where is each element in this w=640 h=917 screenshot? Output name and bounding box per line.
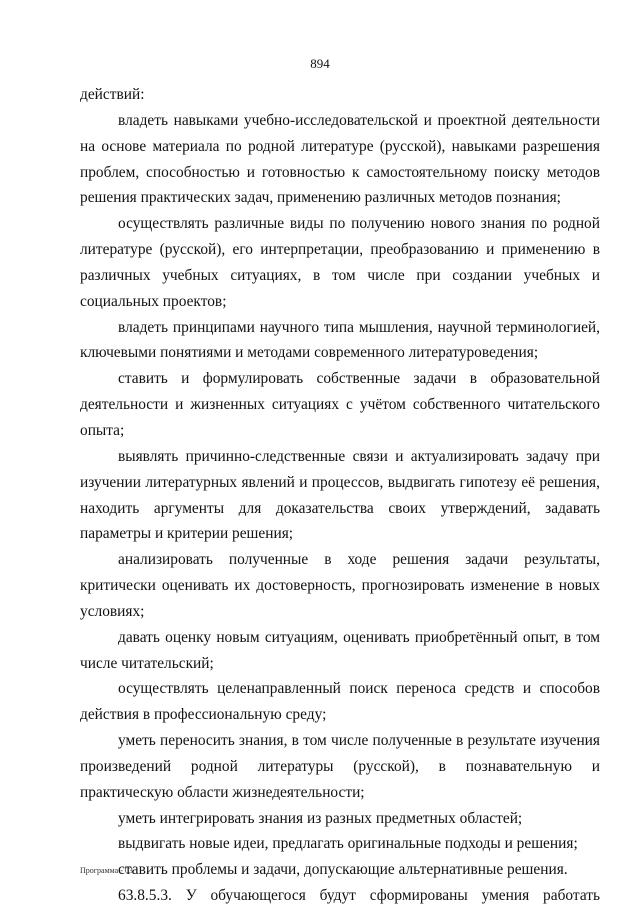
paragraph: владеть навыками учебно-исследовательской и проектной деятельности на основе материала по родной литературе (русской), навыками разрешения проблем, способностью и готовностью к самостоятельному поиску методов решения практических задач, применению различных методов познания;	[80, 111, 600, 207]
paragraph: выявлять причинно-следственные связи и актуализировать задачу при изучении литературных явлений и процессов, выдвигать гипотезу её решения, находить аргументы для доказательства своих утверждений, задавать параметры и критерии решения;	[80, 447, 600, 543]
paragraph: ставить проблемы и задачи, допускающие альтернативные решения.	[118, 861, 568, 879]
paragraph: осуществлять различные виды по получению нового знания по родной литературе (русской), его интерпретации, преобразованию и применению в различных учебных ситуациях, в том числе при создании учебных и социальных проектов;	[80, 215, 600, 310]
page-footer: Программа - 03	[80, 866, 133, 875]
paragraph: выдвигать новые идеи, предлагать оригинальные подходы и решения;	[118, 835, 578, 853]
paragraph: действий:	[80, 86, 145, 103]
paragraph: ставить и формулировать собственные задачи в образовательной деятельности и жизненных ситуациях с учётом собственного читательского опыта;	[80, 370, 600, 439]
paragraph: осуществлять целенаправленный поиск переноса средств и способов действия в профессиональную среду;	[80, 680, 600, 724]
paragraph: владеть принципами научного типа мышления, научной терминологией, ключевыми понятиями и методами современного литературоведения;	[80, 318, 600, 362]
paragraph: анализировать полученные в ходе решения задачи результаты, критически оценивать их достоверность, прогнозировать изменение в новых условиях;	[80, 551, 600, 620]
section-heading-paragraph: 63.8.5.3. У обучающегося будут сформированы умения работать	[118, 887, 600, 905]
paragraph: уметь интегрировать знания из разных предметных областей;	[118, 809, 523, 827]
paragraph: давать оценку новым ситуациям, оценивать приобретённый опыт, в том числе читательский;	[80, 628, 600, 672]
body-text	[80, 82, 600, 909]
page-number: 894	[310, 56, 330, 71]
paragraph: уметь переносить знания, в том числе полученные в результате изучения произведений родной литературы (русской), в познавательную и практическую области жизнедеятельности;	[80, 732, 600, 801]
